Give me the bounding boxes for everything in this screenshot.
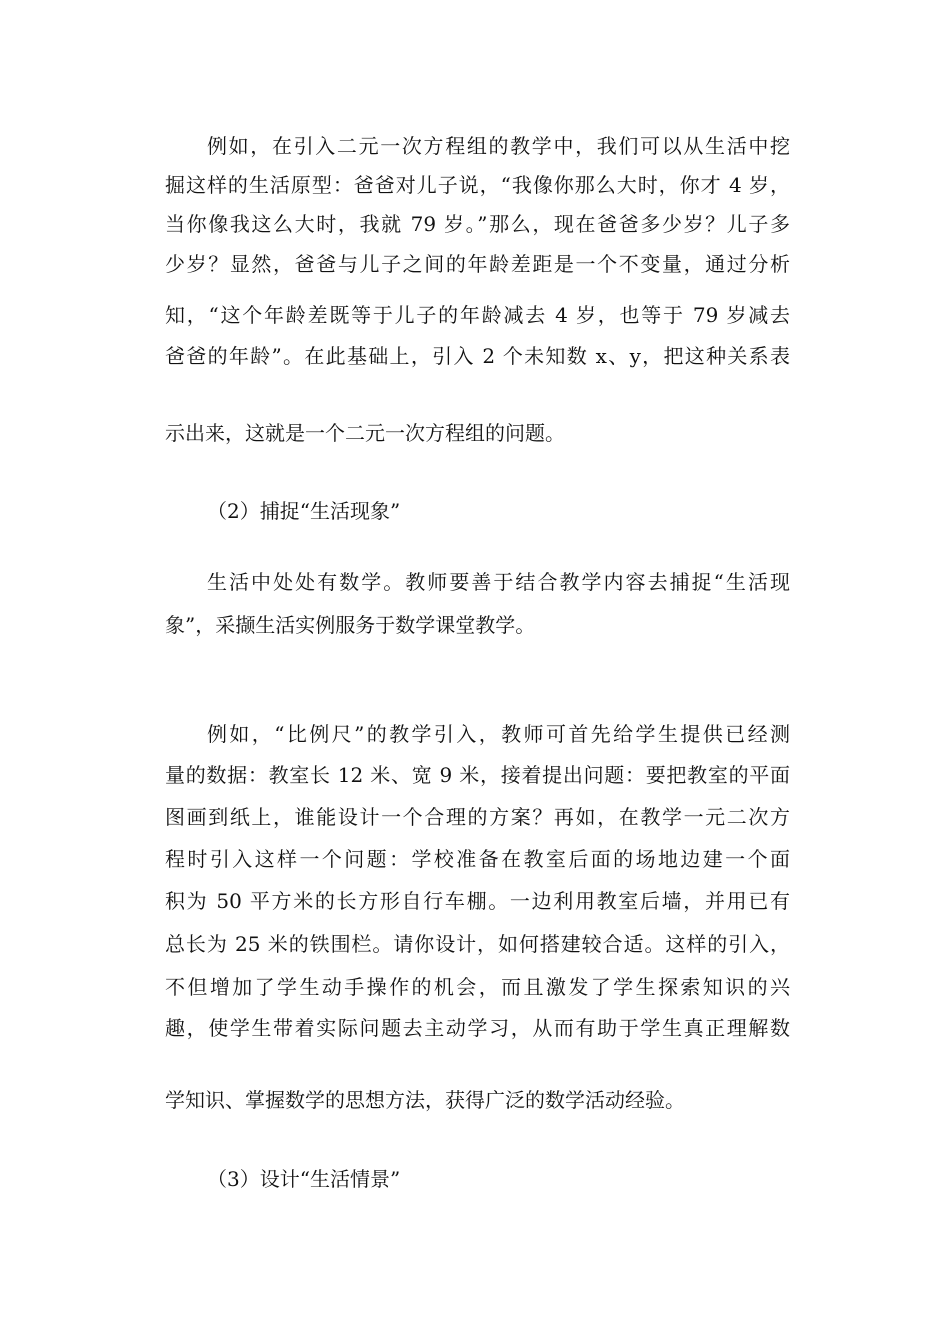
- paragraph-3-line-9: 学知识、掌握数学的思想方法，获得广泛的数学活动经验。: [165, 1088, 685, 1112]
- paragraph-3-line-3: 图画到纸上，谁能设计一个合理的方案？再如，在教学一元二次方: [165, 805, 790, 829]
- paragraph-1-line-5: 知，“这个年龄差既等于儿子的年龄减去 4 岁，也等于 79 岁减去: [165, 303, 790, 327]
- paragraph-1-line-6: 爸爸的年龄”。在此基础上，引入 2 个未知数 x、y，把这种关系表: [165, 344, 790, 368]
- paragraph-1-line-2: 掘这样的生活原型：爸爸对儿子说，“我像你那么大时，你才 4 岁，: [165, 173, 790, 197]
- paragraph-3-line-5: 积为 50 平方米的长方形自行车棚。一边利用教室后墙，并用已有: [165, 889, 790, 913]
- paragraph-3-line-1: 例如，“比例尺”的教学引入，教师可首先给学生提供已经测: [207, 722, 790, 746]
- section-heading-3: （3）设计“生活情景”: [207, 1167, 401, 1191]
- paragraph-1-line-3: 当你像我这么大时，我就 79 岁。”那么，现在爸爸多少岁？儿子多: [165, 212, 790, 236]
- section-heading-2: （2）捕捉“生活现象”: [207, 499, 401, 523]
- paragraph-3-line-8: 趣，使学生带着实际问题去主动学习，从而有助于学生真正理解数: [165, 1016, 790, 1040]
- paragraph-2-line-2: 象”，采撷生活实例服务于数学课堂教学。: [165, 613, 536, 637]
- paragraph-3-line-2: 量的数据：教室长 12 米、宽 9 米，接着提出问题：要把教室的平面: [165, 763, 790, 787]
- paragraph-3-line-6: 总长为 25 米的铁围栏。请你设计，如何搭建较合适。这样的引入，: [165, 932, 790, 956]
- paragraph-3-line-7: 不但增加了学生动手操作的机会，而且激发了学生探索知识的兴: [165, 975, 790, 999]
- paragraph-2-line-1: 生活中处处有数学。教师要善于结合教学内容去捕捉“生活现: [207, 570, 790, 594]
- paragraph-3-line-4: 程时引入这样一个问题：学校准备在教室后面的场地边建一个面: [165, 847, 790, 871]
- paragraph-1-line-4: 少岁？显然，爸爸与儿子之间的年龄差距是一个不变量，通过分析: [165, 252, 790, 276]
- paragraph-1-line-7: 示出来，这就是一个二元一次方程组的问题。: [165, 421, 565, 445]
- paragraph-1-line-1: 例如，在引入二元一次方程组的教学中，我们可以从生活中挖: [207, 134, 790, 158]
